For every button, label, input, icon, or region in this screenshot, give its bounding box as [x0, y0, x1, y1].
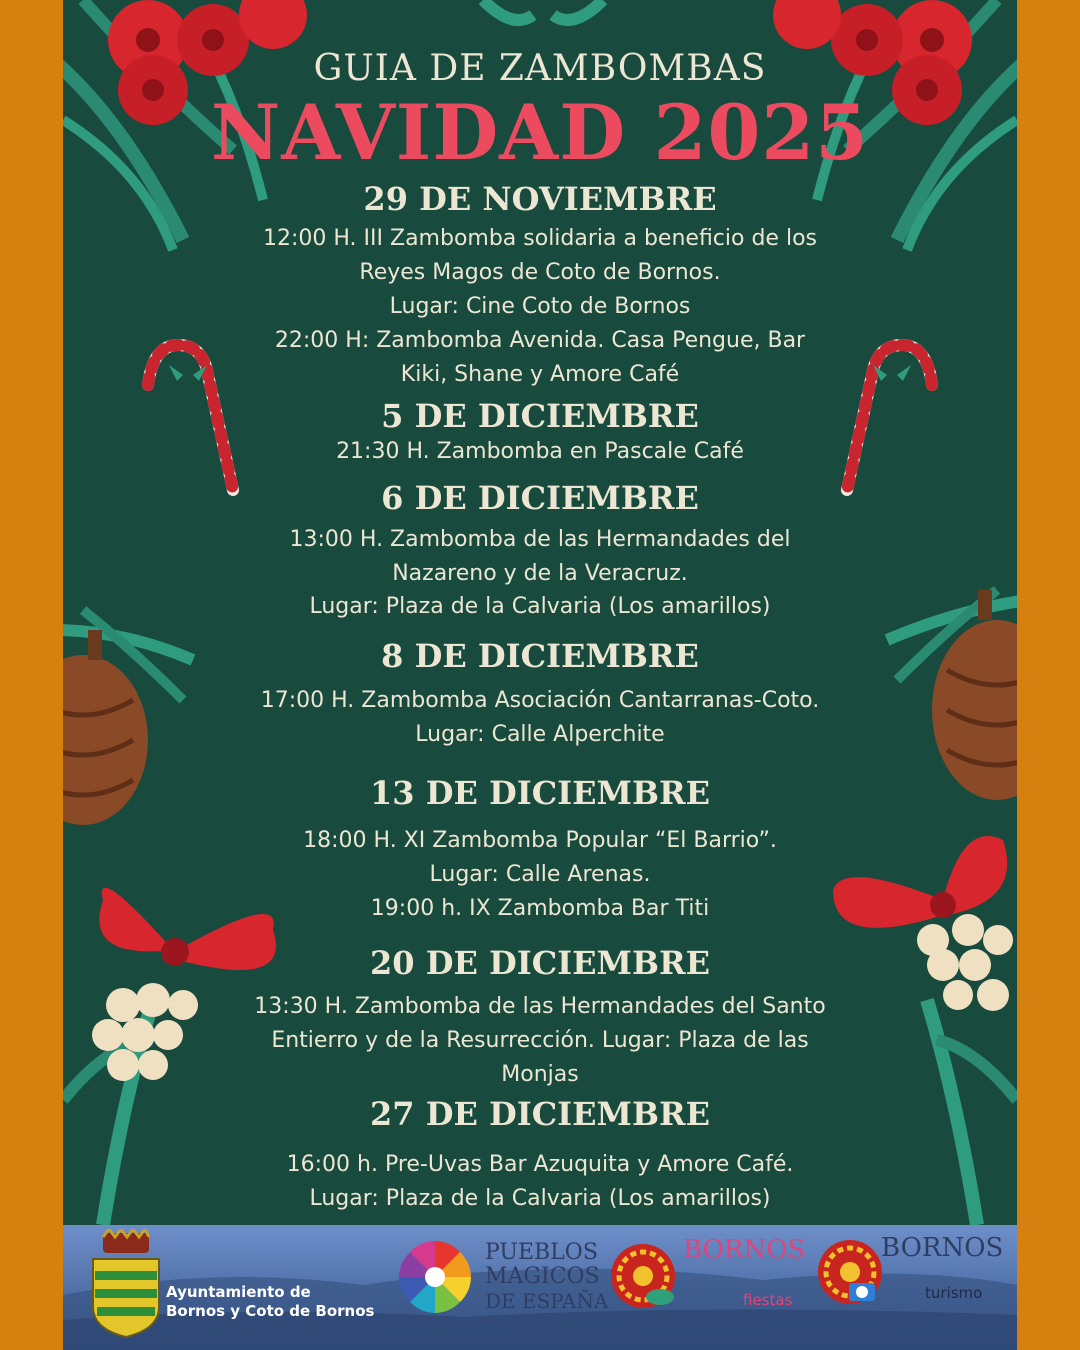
pueblos-magicos-logo-icon	[395, 1237, 475, 1317]
event-line: 12:00 H. III Zambomba solidaria a beneficio de los	[263, 226, 817, 251]
ayuntamiento-label-1: Ayuntamiento de	[166, 1283, 311, 1301]
poster-content	[63, 0, 1017, 1225]
event-line: 13:30 H. Zambomba de las Hermandades del Santo	[254, 994, 826, 1019]
event-line: Monjas	[501, 1062, 579, 1087]
event-line: Lugar: Plaza de la Calvaria (Los amarillos)	[309, 1186, 771, 1211]
event-line: 19:00 h. IX Zambomba Bar Titi	[370, 896, 710, 921]
ayuntamiento-label-2: Bornos y Coto de Bornos	[166, 1302, 375, 1320]
event-line: 21:30 H. Zambomba en Pascale Café	[336, 439, 744, 464]
poster-subtitle: GUIA DE ZAMBOMBAS	[313, 48, 767, 89]
pueblos-magicos-line-1: PUEBLOS	[485, 1240, 598, 1265]
event-line: Lugar: Plaza de la Calvaria (Los amarillos)	[309, 594, 771, 619]
coat-of-arms-icon	[81, 1229, 171, 1341]
event-line: Lugar: Calle Arenas.	[429, 862, 651, 887]
event-line: 22:00 H: Zambomba Avenida. Casa Pengue, Bar	[274, 328, 806, 353]
event-line: 17:00 H. Zambomba Asociación Cantarranas-Coto.	[260, 688, 820, 713]
event-line: 16:00 h. Pre-Uvas Bar Azuquita y Amore Café.	[286, 1152, 794, 1177]
event-line: Entierro y de la Resurrección. Lugar: Plaza de las	[271, 1028, 809, 1053]
poster	[63, 0, 1017, 1225]
fiestas-brand: BORNOS	[683, 1235, 806, 1265]
event-line: 18:00 H. XI Zambomba Popular “El Barrio”.	[303, 828, 777, 853]
event-date: 20 DE DICIEMBRE	[370, 944, 710, 982]
event-line: 13:00 H. Zambomba de las Hermandades del	[289, 527, 791, 552]
pueblos-magicos-line-3: DE ESPAÑA	[485, 1289, 609, 1313]
poster-title: NAVIDAD 2025	[210, 88, 870, 177]
event-date: 13 DE DICIEMBRE	[370, 774, 710, 812]
event-date: 8 DE DICIEMBRE	[381, 637, 699, 675]
turismo-brand: BORNOS	[881, 1233, 1004, 1263]
event-line: Lugar: Cine Coto de Bornos	[389, 294, 691, 319]
turismo-label: turismo	[925, 1284, 983, 1302]
event-date: 29 DE NOVIEMBRE	[363, 180, 717, 218]
event-date: 27 DE DICIEMBRE	[370, 1095, 710, 1133]
sponsor-footer	[63, 1225, 1017, 1350]
event-date: 5 DE DICIEMBRE	[381, 397, 699, 435]
fiestas-emblem-icon	[608, 1241, 678, 1311]
pueblos-magicos-line-2: MAGICOS	[485, 1264, 600, 1289]
event-line: Kiki, Shane y Amore Café	[400, 362, 680, 387]
event-line: Nazareno y de la Veracruz.	[392, 561, 688, 586]
event-line: Reyes Magos de Coto de Bornos.	[359, 260, 721, 285]
event-line: Lugar: Calle Alperchite	[415, 722, 665, 747]
turismo-emblem-icon	[815, 1237, 885, 1307]
event-date: 6 DE DICIEMBRE	[381, 479, 699, 517]
fiestas-label: fiestas	[743, 1291, 793, 1309]
